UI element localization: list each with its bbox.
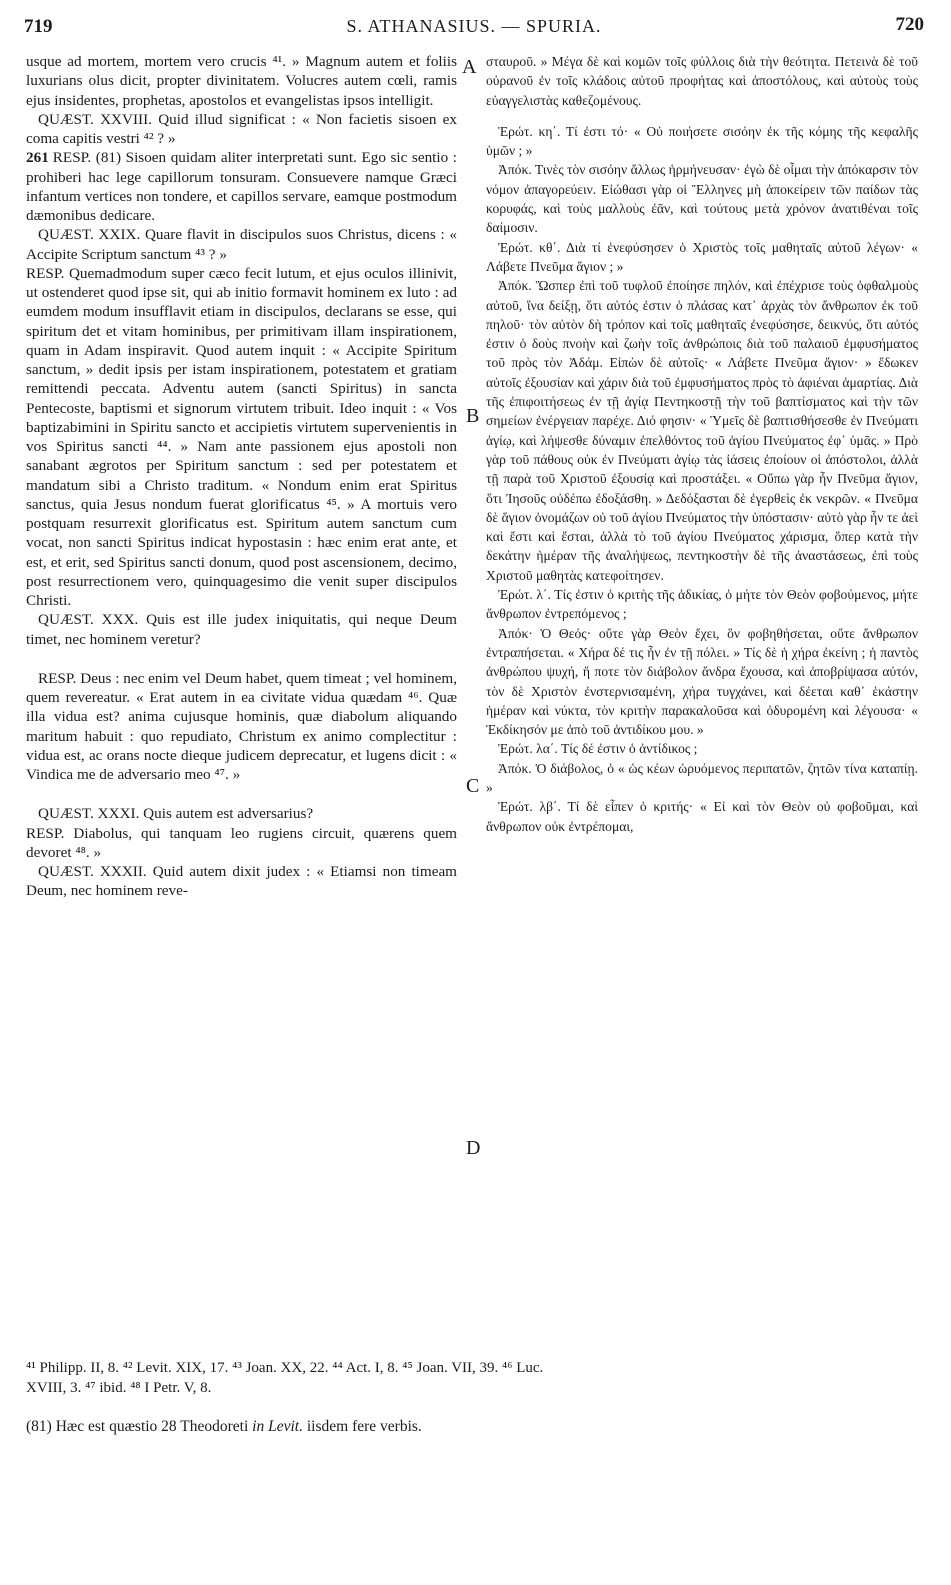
latin-column — [26, 52, 457, 901]
margin-letter-d: D — [466, 1137, 481, 1159]
greek-question-32: Ἐρώτ. λβ΄. Τί δὲ εἶπεν ὁ κριτής· « Εἰ καὶ τὸν Θεὸν οὐ φοβοῦμαι, καὶ ἄνθρωπον οὐκ ἐντρέπομαι, — [486, 799, 918, 834]
footnote-line: XVIII, 3. ⁴⁷ ibid. ⁴⁸ I Petr. V, 8. — [26, 1380, 212, 1396]
greek-question-29: Ἐρώτ. κθ΄. Διὰ τί ἐνεφύσησεν ὁ Χριστὸς τοῖς μαθηταῖς αὐτοῦ λέγων· « Λάβετε Πνεῦμα ἅγιον ; » — [486, 239, 918, 274]
editor-note — [26, 1418, 921, 1436]
latin-response-28-text: RESP. (81) Sisoen quidam aliter interpretati sunt. Ego sic sentio : prohiberi hac lege capillorum tonsuram. Consuevere namque Græci infantum vertices non tondere, et capillos servare, eamque postmodum dæmonibus dedicare. — [26, 149, 457, 224]
footnote-line: ⁴¹ Philipp. II, 8. ⁴² Levit. XIX, 17. ⁴³ Joan. XX, 22. ⁴⁴ Act. I, 8. ⁴⁵ Joan. VII, 39. ⁴⁶ Luc. — [26, 1360, 544, 1376]
latin-response-30: RESP. Deus : nec enim vel Deum habet, quem timeat ; vel hominem, quem revereatur. « Erat autem in ea civitate vidua quædam ⁴⁶. Quæ illa vidua est? anima cujusque hominis, quæ diabolum aliquando maritum habuit : quo repudiato, Christum ex animo complectitur : vidua est, ac orans nocte dieque judicem deprecatur, et lugens dicit : « Vindica me de adversario meo ⁴⁷. » — [26, 669, 457, 783]
editor-note-text: (81) Hæc est quæstio 28 Theodoreti — [26, 1418, 253, 1435]
latin-response-28 — [26, 148, 457, 225]
latin-question-29: QUÆST. XXIX. Quare flavit in discipulos suos Christus, dicens : « Accipite Scriptum sanctum ⁴³ ? » — [26, 226, 457, 263]
running-title: S. ATHANASIUS. — SPURIA. — [346, 16, 602, 36]
margin-letter-c: C — [466, 775, 480, 797]
greek-response-31: Ἀπόκ. Ὁ διάβολος, ὁ « ὡς κέων ὠρυόμενος περιπατῶν, ζητῶν τίνα καταπίῃ. » — [486, 760, 918, 795]
margin-letter-b: B — [466, 405, 480, 427]
latin-response-29: RESP. Quemadmodum super cæco fecit lutum, et ejus oculos illinivit, ut ostenderet quod ipse sit, qui ab initio formavit hominem ex luto : ad eumdem modum insufflavit etiam in discipulos, declarans se esse, qui spiritum det et vitam hominibus, per primitivam illam inspirationem, quam in Adam inspiravit. Quod autem inquit : « Accipite Spiritum sanctum, » dedit ipsis per istam inspirationem, potestatem et gratiam remittendi peccata. Adventu autem (sancti Spiritus) in sancta Pentecoste, baptismi et signorum virtutem tribuit. Ideo inquit : « Vos baptizabimini in Spiritu sancto et accipietis virtutem supervenientis in vos Spiritus sancti ⁴⁴. » Nam ante passionem ejus apostoli non sanabant ægrotos per Spiritum sanctum : sed per potestatem et mandatum sibi a Christo traditum. « Nondum enim erat Spiritus sanctus, quia Jesus nondum fuerat glorificatus ⁴⁵. » A mortuis vero postquam resurrexit glorificatus est. Spiritum autem sanctum cum vocat, non sancti Spiritus indicat hypostasin : hæc enim erat ante, et est, et erit, sed Spiritus sancti donum, quod post ascensionem, decimo, post resurrectionem vero, quinquagesimo die venit super discipulos Christi. — [26, 264, 457, 609]
latin-question-32: QUÆST. XXXII. Quid autem dixit judex : « Etiamsi non timeam Deum, nec hominem reve- — [26, 863, 457, 900]
latin-question-31: QUÆST. XXXI. Quis autem est adversarius? — [38, 805, 314, 823]
greek-question-30: Ἐρώτ. λ΄. Τίς ἐστιν ὁ κριτὴς τῆς ἀδικίας, ὁ μήτε τὸν Θεὸν φοβούμενος, μήτε ἄνθρωπον ἐντρεπόμενος ; — [486, 587, 918, 622]
greek-question-28: Ἐρώτ. κη΄. Τί ἐστι τό· « Οὐ ποιήσετε σισόην ἐκ τῆς κόμης τῆς κεφαλῆς ὑμῶν ; » — [486, 123, 918, 159]
margin-letter-a: A — [462, 56, 477, 78]
latin-paragraph: usque ad mortem, mortem vero crucis ⁴¹. » Magnum autem et foliis luxurians olus dicit, propter divinitatem. Volucres autem cœli, ramis ejus insidentes, prophetas, apostolos et evangelistas ipsos intelligit. — [26, 53, 457, 109]
page-header — [24, 12, 924, 44]
column-number: 261 — [26, 149, 49, 167]
greek-column — [486, 52, 918, 836]
page-number-left: 719 — [24, 16, 53, 37]
latin-question-28: QUÆST. XXVIII. Quid illud significat : « Non facietis sisoen ex coma capitis vestri ⁴² ? » — [26, 110, 457, 147]
greek-paragraph: σταυροῦ. » Μέγα δὲ καὶ κομῶν τοῖς φύλλοις διὰ τὴν θεότητα. Πετεινὰ δὲ τοῦ οὐρανοῦ ἐν τοῖς κλάδοις αὐτοῦ προφήτας καὶ ἀποστόλους, καὶ αὐτοὺς τοὺς εὐαγγελιστὰς καθεζομένους. — [486, 54, 918, 108]
greek-response-29: Ἀπόκ. Ὥσπερ ἐπὶ τοῦ τυφλοῦ ἐποίησε πηλόν, καὶ ἐπέχρισε τοὺς ὀφθαλμοὺς αὐτοῦ, ἵνα δείξῃ, ὅτι αὐτός ἐστιν ὁ πλάσας κατ᾽ ἀρχὰς τὸν ἄνθρωπον ἐκ τοῦ πηλοῦ· τὸν αὐτὸν δὴ τρόπον καὶ τοῖς μαθηταῖς ἐνεφύσησε, δεικνύς, ὅτι αὐτός ἐστιν ὁ δοὺς πνοὴν καὶ ζωὴν τοῖς ἀνθρώποις διὰ τοῦ παλαιοῦ ἐμφυσήματος τοῦ πρὸς τὸν Ἀδάμ. Εἰπὼν δὲ αὐτοῖς· « Λάβετε Πνεῦμα ἅγιον· » ἔδωκεν αὐτοῖς ἐξουσίαν καὶ χάριν διὰ τοῦ ἐμφυσήματος πρὸς τὸ ἀφιέναι ἁμαρτίας. Διὰ τῆς ἐπιφοιτήσεως ἐν τῇ ἁγίᾳ Πεντηκοστῇ τὴν τοῦ βαπτίσματος καὶ τὴν τῶν σημείων ἐνέργειαν παρέχε. Διό φησιν· « Ὑμεῖς δὲ βαπτισθήσεσθε ἐν Πνεύματι ἁγίῳ, καὶ λήψεσθε δύναμιν ἐπελθόντος τοῦ ἁγίου Πνεύματος ἐφ᾽ ὑμᾶς. » Πρὸ γὰρ τοῦ πάθους οὐκ ἐν Πνεύματι ἁγίῳ τὰς ἰάσεις ἐποίουν οἱ ἀπόστολοι, ἀλλὰ τῇ παρὰ τοῦ Χριστοῦ ἐξουσίᾳ καὶ προστάξει. « Οὔπω γὰρ ἦν Πνεῦμα ἅγιον, ὅτι Ἰησοῦς οὐδέπω ἐδοξάσθη. » Δεδόξασται δὲ ἐγερθεὶς ἐκ νεκρῶν. « Πνεῦμα δὲ ἅγιον ὀνομάζων οὐ τοῦ ἁγίου Πνεύματος τὴν ὑπόστασιν· αὐτὸ γὰρ ἦν τε ἀεὶ καὶ ἔστι καὶ ἔσται, ἀλλὰ τὸ τοῦ ἁγίου Πνεύματος χάρισμα, ὅπερ κατὰ τὴν δεκάτην ἡμέραν τῆς ἀναλήψεως, πεντηκοστὴν δὲ τῆς ἀναστάσεως, ἐπὶ τοὺς Χριστοῦ μαθητὰς κατεφοίτησεν. — [486, 278, 918, 583]
latin-response-31: RESP. Diabolus, qui tanquam leo rugiens circuit, quærens quem devoret ⁴⁸. » — [26, 824, 457, 861]
editor-note-italic: in Levit. — [252, 1418, 303, 1435]
page-number-right: 720 — [895, 14, 924, 35]
footnotes — [26, 1358, 921, 1398]
editor-note-text-end: iisdem fere verbis. — [302, 1418, 422, 1435]
latin-question-30: QUÆST. XXX. Quis est ille judex iniquitatis, qui neque Deum timet, nec hominem veretur? — [26, 611, 457, 648]
greek-response-30: Ἀπόκ· Ὁ Θεός· οὔτε γὰρ Θεὸν ἔχει, ὃν φοβηθήσεται, οὔτε ἄνθρωπον ἐντραπήσεται. « Χήρα δέ τις ἦν ἐν τῇ πόλει. » Τίς δὲ ἡ χήρα ἐκείνη ; ἡ παντὸς ἀνθρώπου ψυχή, ἥ ποτε τὸν διάβολον ἄνδρα ἔχουσα, καὶ ἀποβρίψασα αὐτόν, τὸν δὲ Χριστὸν ἐνστερνισαμένη, χήρα τυγχάνει, καὶ δέεται καθ᾽ ἑκάστην ἡμέραν καὶ νύκτα, τὸν κριτὴν παρακαλοῦσα καὶ ὀδυρομένη καὶ λέγουσα· « Ἐκδίκησόν με ἀπὸ τοῦ ἀντιδίκου μου. » — [486, 625, 918, 738]
greek-question-31: Ἐρώτ. λα΄. Τίς δέ ἐστιν ὁ ἀντίδικος ; — [498, 741, 698, 757]
greek-response-28: Ἀπόκ. Τινὲς τὸν σισόην ἄλλως ἡρμήνευσαν· ἐγὼ δὲ οἶμαι τὴν ἀπόκαρσιν τὸν νόμον ἀπαγορεύειν. Εἰώθασι γὰρ οἱ Ἕλληνες μὴ ἀποκείρειν τῶν παίδων τὰς κορυφάς, καὶ τοὺς μαλλοὺς ἐᾶν, καὶ τούτους μετὰ χρόνον ἀνατιθέναι τοῖς δαίμοσιν. — [486, 162, 918, 236]
